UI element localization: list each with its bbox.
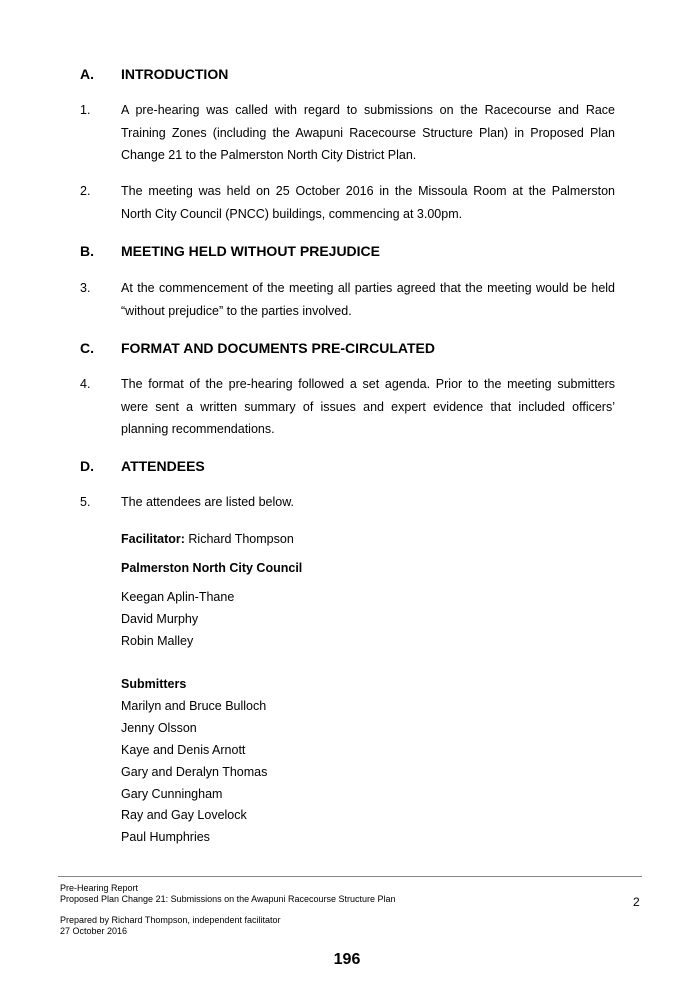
paragraph-text: A pre-hearing was called with regard to submissions on the Racecourse and Race Training Zones (including the Awapuni Racecourse Structure Plan) in Proposed Plan Change 21 to the Palmerston North City District Plan. (121, 103, 615, 162)
council-member: Robin Malley (121, 634, 194, 648)
section-c-heading (80, 340, 435, 356)
page-number: 2 (633, 895, 640, 909)
footer-prepared-by: Prepared by Richard Thompson, independent facilitator (60, 915, 281, 925)
paragraph-text: The format of the pre-hearing followed a set agenda. Prior to the meeting submitters were sent a written summary of issues and expert evidence that included officers’ planning recommendations. (121, 377, 615, 436)
paragraph-3 (80, 277, 615, 322)
submitter: Jenny Olsson (121, 721, 197, 735)
paragraph-number: 4. (80, 377, 91, 391)
section-title: FORMAT AND DOCUMENTS PRE-CIRCULATED (121, 340, 435, 356)
paragraph-text: At the commencement of the meeting all parties agreed that the meeting would be held “without prejudice” to the parties involved. (121, 281, 615, 318)
footer-rule (58, 876, 642, 877)
paragraph-2 (80, 180, 615, 225)
section-letter: A. (80, 66, 94, 82)
paragraph-number: 2. (80, 184, 91, 198)
paragraph-1 (80, 99, 615, 167)
submitter: Marilyn and Bruce Bulloch (121, 699, 267, 713)
council-member: David Murphy (121, 612, 199, 626)
section-b-heading (80, 243, 380, 259)
council-heading: Palmerston North City Council (121, 561, 303, 575)
section-letter: B. (80, 243, 94, 259)
submitter: Gary and Deralyn Thomas (121, 765, 268, 779)
paragraph-text: The attendees are listed below. (121, 495, 295, 509)
section-letter: D. (80, 458, 94, 474)
footer-date: 27 October 2016 (60, 926, 128, 936)
paragraph-number: 1. (80, 103, 91, 117)
facilitator-line (121, 532, 294, 546)
footer-report-title: Pre-Hearing Report (60, 883, 139, 893)
section-letter: C. (80, 340, 94, 356)
paragraph-4 (80, 373, 615, 441)
council-member: Keegan Aplin-Thane (121, 590, 235, 604)
section-title: INTRODUCTION (121, 66, 229, 82)
paragraph-number: 3. (80, 281, 91, 295)
facilitator-label: Facilitator: (121, 532, 185, 546)
submitter: Gary Cunningham (121, 787, 223, 801)
paragraph-5 (80, 491, 615, 514)
section-title: MEETING HELD WITHOUT PREJUDICE (121, 243, 381, 259)
page-stamp-number: 196 (333, 951, 361, 968)
submitter: Paul Humphries (121, 830, 210, 844)
section-d-heading (80, 458, 205, 474)
facilitator-name: Richard Thompson (188, 532, 294, 546)
footer-plan-change: Proposed Plan Change 21: Submissions on the Awapuni Racecourse Structure Plan (60, 894, 396, 904)
submitter: Kaye and Denis Arnott (121, 743, 246, 757)
section-title: ATTENDEES (121, 458, 205, 474)
paragraph-number: 5. (80, 495, 91, 509)
section-a-heading (80, 66, 228, 82)
paragraph-text: The meeting was held on 25 October 2016 in the Missoula Room at the Palmerston North City Council (PNCC) buildings, commencing at 3.00pm. (121, 184, 615, 221)
submitter: Ray and Gay Lovelock (121, 808, 247, 822)
submitters-heading: Submitters (121, 677, 187, 691)
